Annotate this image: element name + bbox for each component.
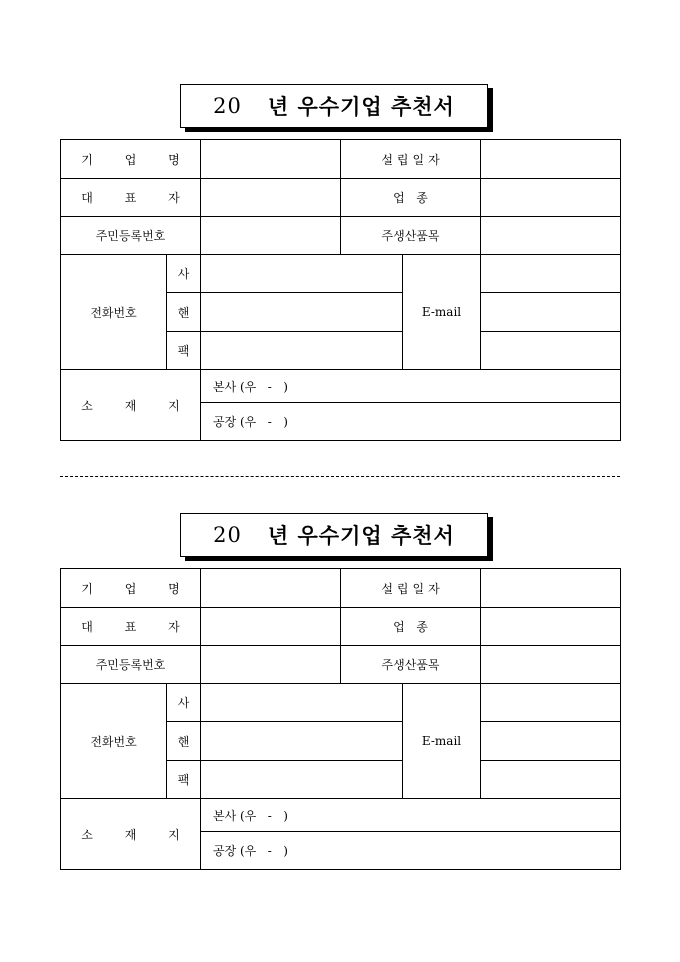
founded-date-label: 설립일자 <box>341 569 481 608</box>
founded-date-input[interactable] <box>481 140 621 179</box>
main-products-input[interactable] <box>481 217 621 255</box>
phone-fax-label: 팩 <box>167 761 201 799</box>
ceo-label: 대 표 자 <box>61 608 201 646</box>
phone-label: 전화번호 <box>61 684 167 799</box>
ceo-label: 대 표 자 <box>61 179 201 217</box>
form-table <box>60 139 621 441</box>
ceo-input[interactable] <box>201 608 341 646</box>
main-products-input[interactable] <box>481 646 621 684</box>
email-label: E-mail <box>403 684 481 799</box>
phone-label: 전화번호 <box>61 255 167 370</box>
company-name-input[interactable] <box>201 140 341 179</box>
location-label: 소 재 지 <box>61 370 201 441</box>
hq-address-field[interactable]: 본사 (우 - ) <box>201 799 621 832</box>
ceo-input[interactable] <box>201 179 341 217</box>
factory-address-field[interactable]: 공장 (우 - ) <box>201 832 621 870</box>
phone-mobile-input[interactable] <box>201 722 403 761</box>
location-label: 소 재 지 <box>61 799 201 870</box>
form-table <box>60 568 621 870</box>
founded-date-input[interactable] <box>481 569 621 608</box>
phone-office-label: 사 <box>167 255 201 293</box>
phone-mobile-label: 핸 <box>167 722 201 761</box>
company-name-input[interactable] <box>201 569 341 608</box>
resident-no-input[interactable] <box>201 217 341 255</box>
email-input-2[interactable] <box>481 722 621 761</box>
industry-label: 업 종 <box>341 608 481 646</box>
email-input-1[interactable] <box>481 684 621 722</box>
resident-no-input[interactable] <box>201 646 341 684</box>
email-input-2[interactable] <box>481 293 621 332</box>
email-input-1[interactable] <box>481 255 621 293</box>
industry-input[interactable] <box>481 608 621 646</box>
founded-date-label: 설립일자 <box>341 140 481 179</box>
phone-office-input[interactable] <box>201 684 403 722</box>
form-title <box>180 513 488 557</box>
resident-no-label: 주민등록번호 <box>61 217 201 255</box>
email-input-3[interactable] <box>481 761 621 799</box>
title-year: 20 <box>213 94 242 118</box>
phone-office-label: 사 <box>167 684 201 722</box>
company-name-label: 기 업 명 <box>61 569 201 608</box>
title-year: 20 <box>213 523 242 547</box>
phone-fax-input[interactable] <box>201 761 403 799</box>
email-input-3[interactable] <box>481 332 621 370</box>
industry-input[interactable] <box>481 179 621 217</box>
phone-mobile-label: 핸 <box>167 293 201 332</box>
phone-fax-input[interactable] <box>201 332 403 370</box>
phone-fax-label: 팩 <box>167 332 201 370</box>
title-text: 년 우수기업 추천서 <box>267 523 455 548</box>
industry-label: 업 종 <box>341 179 481 217</box>
form-title <box>180 84 488 128</box>
factory-address-field[interactable]: 공장 (우 - ) <box>201 403 621 441</box>
cut-line-divider <box>60 476 620 477</box>
phone-office-input[interactable] <box>201 255 403 293</box>
resident-no-label: 주민등록번호 <box>61 646 201 684</box>
email-label: E-mail <box>403 255 481 370</box>
main-products-label: 주생산품목 <box>341 646 481 684</box>
phone-mobile-input[interactable] <box>201 293 403 332</box>
hq-address-field[interactable]: 본사 (우 - ) <box>201 370 621 403</box>
main-products-label: 주생산품목 <box>341 217 481 255</box>
company-name-label: 기 업 명 <box>61 140 201 179</box>
title-text: 년 우수기업 추천서 <box>267 94 455 119</box>
